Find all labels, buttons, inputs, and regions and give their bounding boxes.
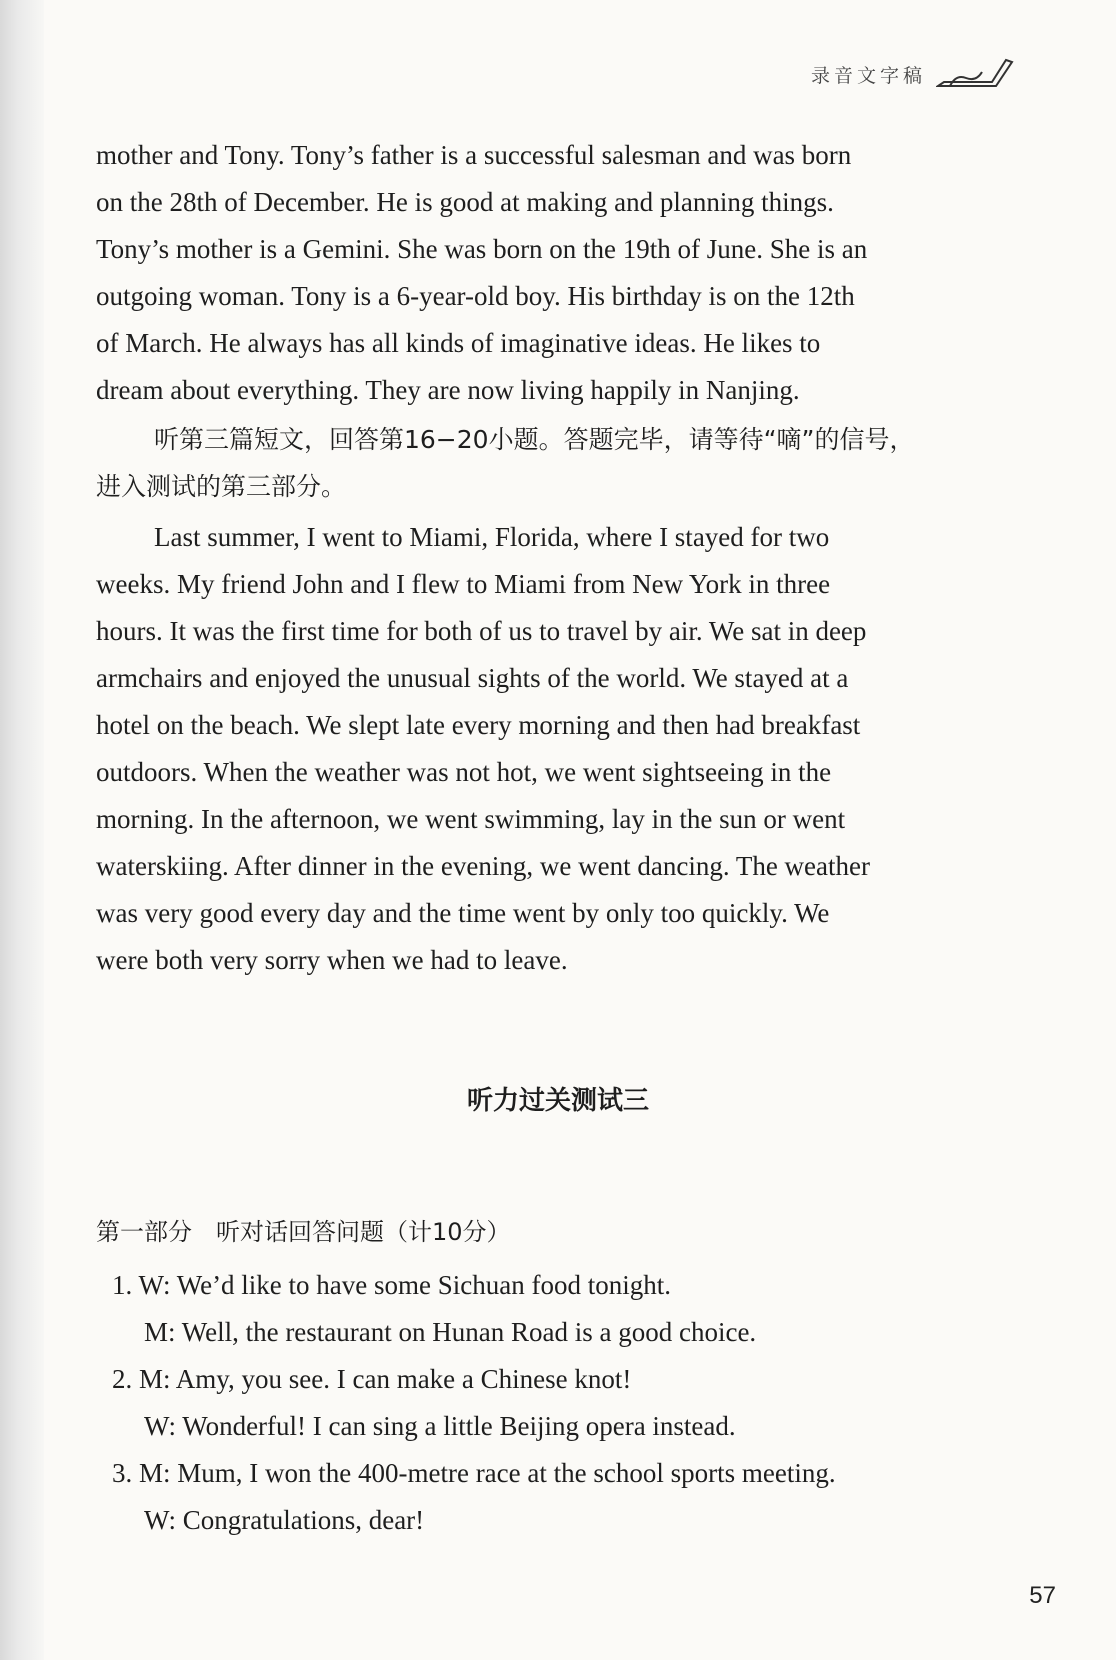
passage-line: were both very sorry when we had to leave.: [96, 945, 568, 975]
section-title: 听力过关测试三: [466, 1086, 649, 1116]
passage-line: mother and Tony. Tony’s father is a successful salesman and was born: [96, 140, 852, 170]
page-header: [811, 56, 1016, 92]
passage-two: [96, 514, 976, 984]
passage-line: waterskiing. After dinner in the evening, we went dancing. The weather: [96, 851, 870, 881]
passage-line: Last summer, I went to Miami, Florida, where I stayed for two: [154, 522, 830, 552]
instruction-line: 听第三篇短文，回答第16−20小题。答题完毕，请等待“嘀”的信号，: [154, 425, 915, 454]
passage-line: weeks. My friend John and I flew to Miami from New York in three: [96, 569, 831, 599]
header-title: 录音文字稿: [810, 64, 926, 87]
passage-line: of March. He always has all kinds of imaginative ideas. He likes to: [96, 328, 821, 358]
part-title: 第一部分 听对话回答问题（计10分）: [96, 1218, 511, 1246]
passage-line: morning. In the afternoon, we went swimming, lay in the sun or went: [96, 804, 846, 834]
passage-one: [96, 132, 976, 414]
instruction: [96, 416, 976, 510]
dialogue-list: [112, 1262, 992, 1544]
dialogue-line: 2. M: Amy, you see. I can make a Chinese knot!: [112, 1364, 632, 1394]
passage-line: Tony’s mother is a Gemini. She was born on the 19th of June. She is an: [96, 234, 868, 264]
passage-line: hours. It was the first time for both of us to travel by air. We sat in deep: [96, 616, 867, 646]
passage-line: outdoors. When the weather was not hot, we went sightseeing in the: [96, 757, 832, 787]
dialogue-line: 1. W: We’d like to have some Sichuan food tonight.: [112, 1270, 671, 1300]
passage-line: hotel on the beach. We slept late every morning and then had breakfast: [96, 710, 861, 740]
passage-line: outgoing woman. Tony is a 6-year-old boy. His birthday is on the 12th: [96, 281, 855, 311]
passage-line: on the 28th of December. He is good at making and planning things.: [96, 187, 834, 217]
pen-icon: [936, 56, 1016, 92]
passage-line: was very good every day and the time went by only too quickly. We: [96, 898, 830, 928]
dialogue-line: 3. M: Mum, I won the 400-metre race at the school sports meeting.: [112, 1458, 836, 1488]
page-number: 57: [1029, 1582, 1056, 1609]
torn-page-edge: [0, 0, 44, 1660]
dialogue-line: M: Well, the restaurant on Hunan Road is a good choice.: [144, 1317, 757, 1347]
dialogue-line: W: Wonderful! I can sing a little Beijing opera instead.: [144, 1411, 736, 1441]
instruction-line: 进入测试的第三部分。: [96, 472, 347, 501]
dialogue-line: W: Congratulations, dear!: [144, 1505, 425, 1535]
passage-line: dream about everything. They are now living happily in Nanjing.: [96, 375, 800, 405]
passage-line: armchairs and enjoyed the unusual sights of the world. We stayed at a: [96, 663, 849, 693]
